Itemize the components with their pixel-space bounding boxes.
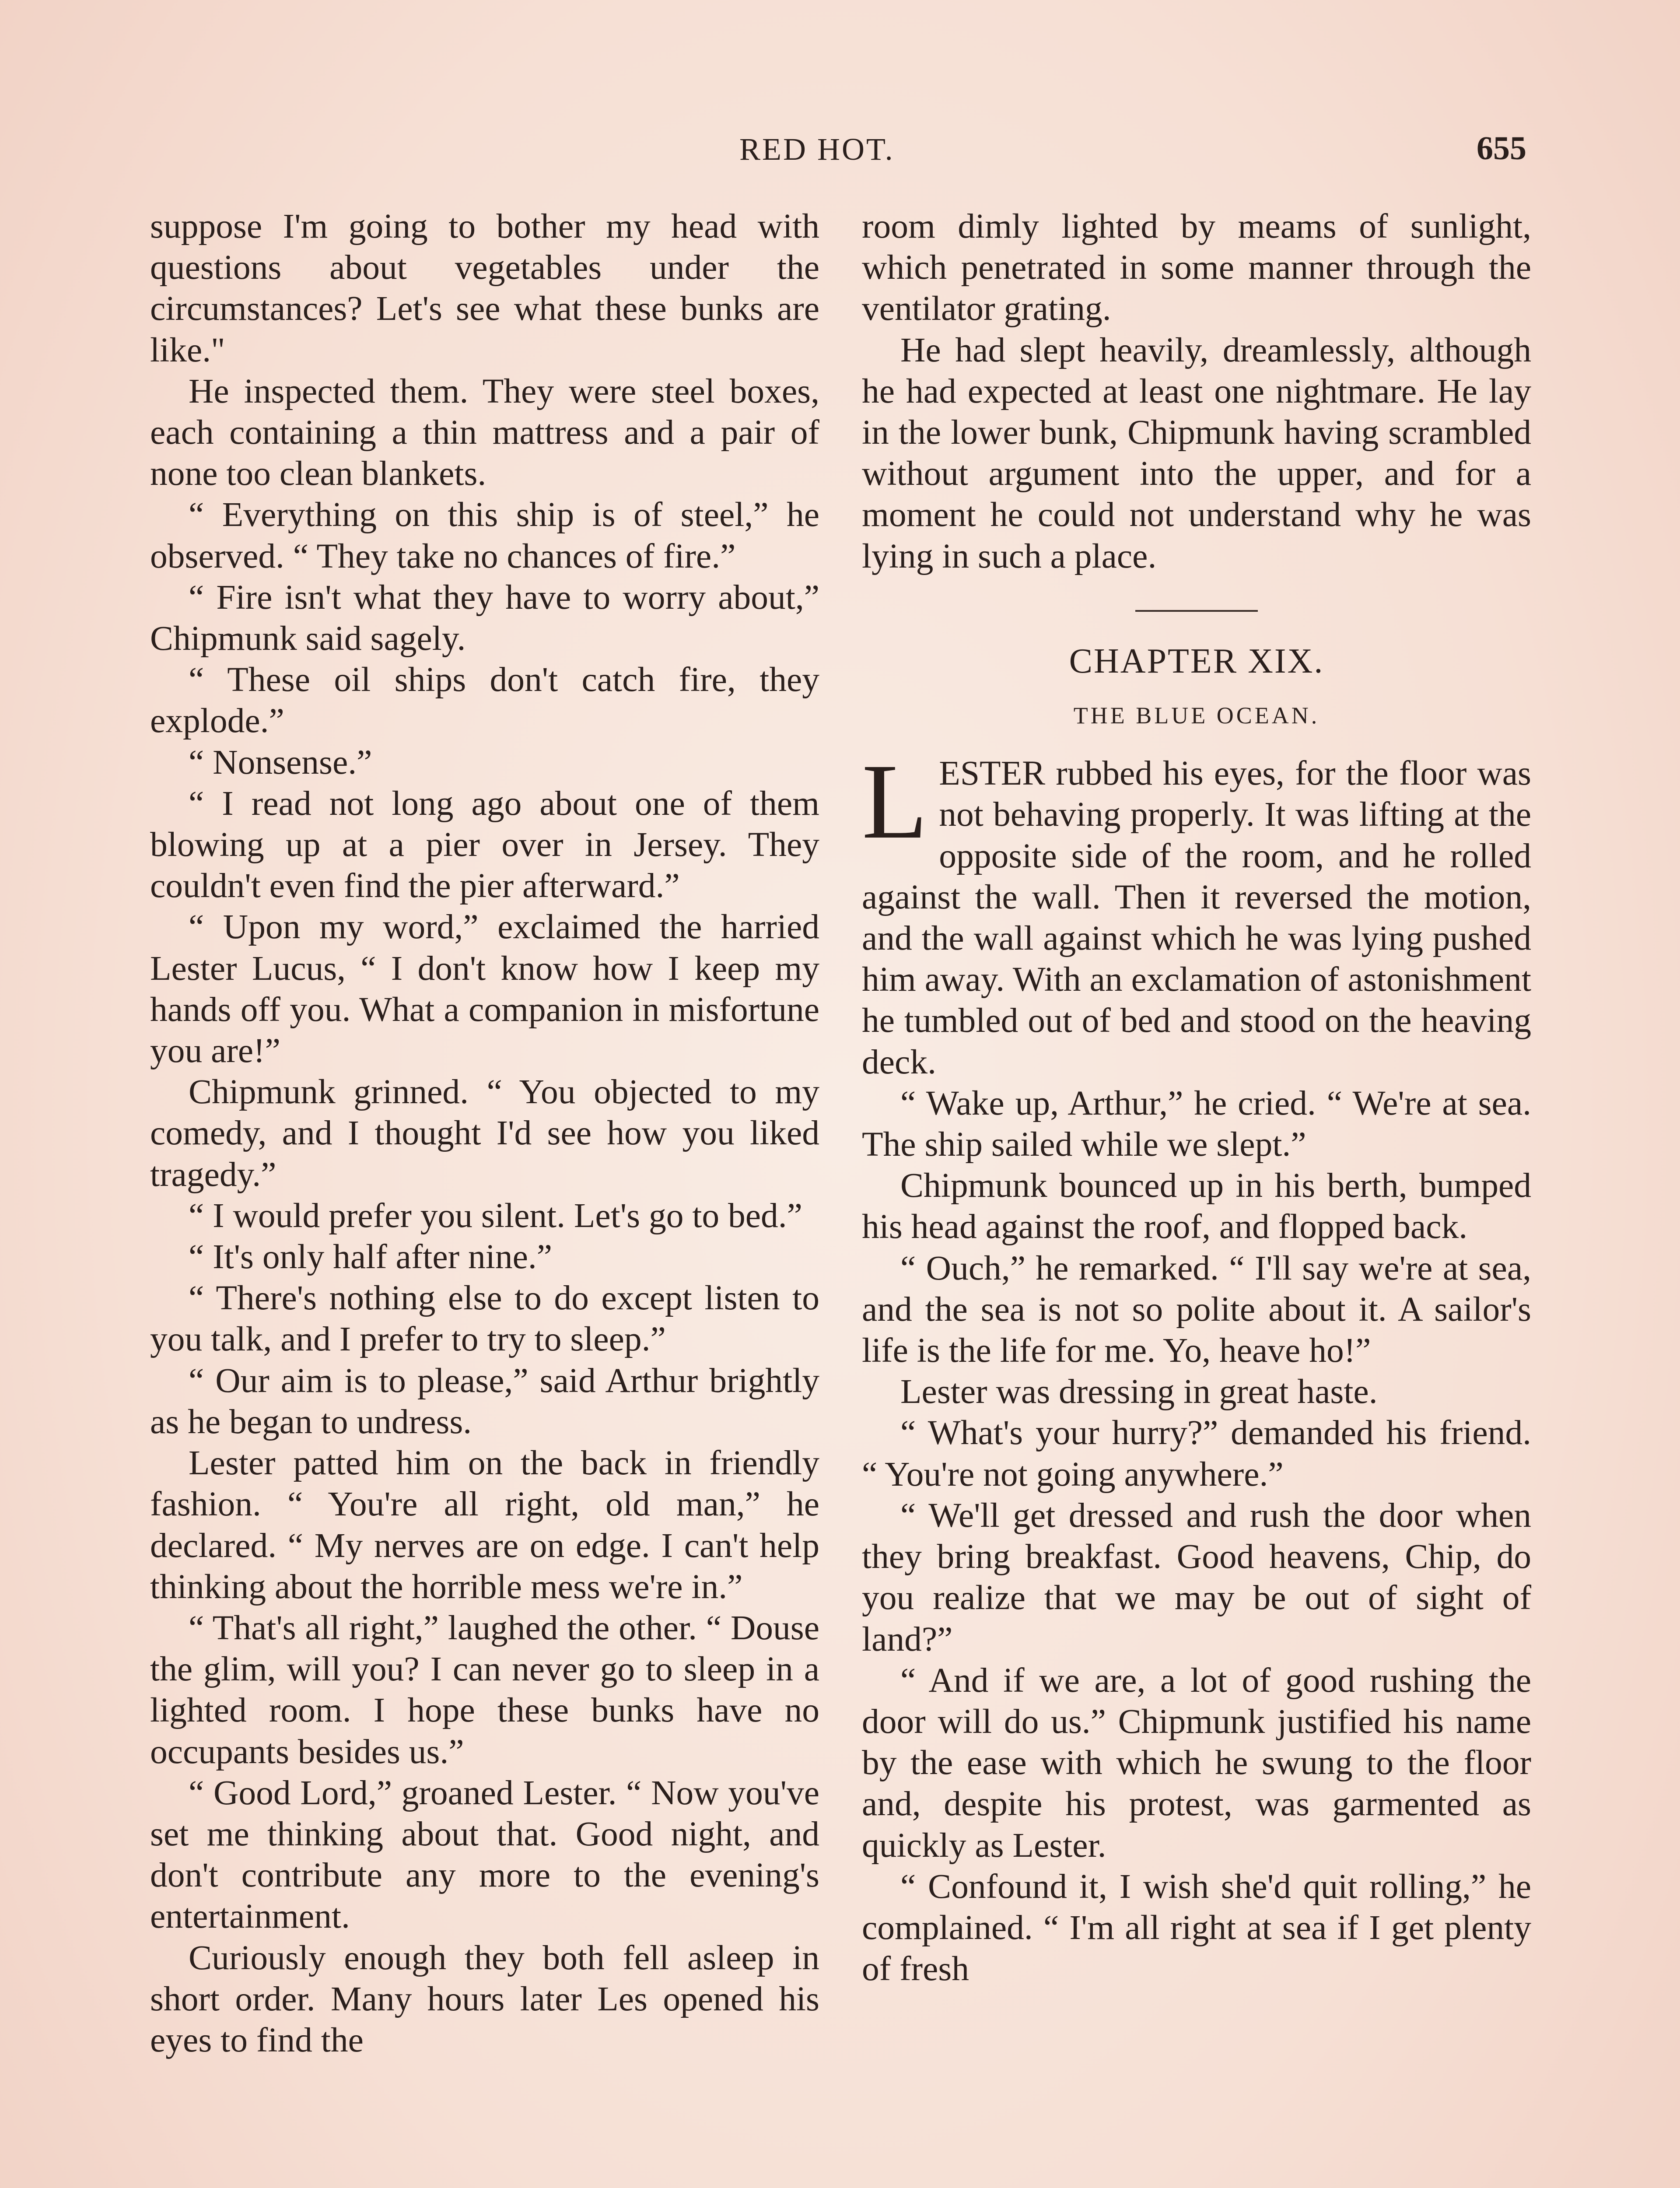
paragraph: “ And if we are, a lot of good rushing the door will do us.” Chipmunk justified his name by the ease with which he swung to the floor and, despite his protest, was garmented as quickly as Lester. <box>862 1661 1531 1865</box>
paragraph: “ That's all right,” laughed the other. “ Douse the glim, will you? I can never go to sleep in a lighted room. I hope these bunks have no occupants besides us.” <box>150 1608 819 1771</box>
paragraph: Chipmunk grinned. “ You objected to my comedy, and I thought I'd see how you liked tragedy.” <box>150 1073 819 1194</box>
paragraph: room dimly lighted by meams of sunlight, which penetrated in some manner through the ventilator grating. <box>862 207 1531 328</box>
paragraph: “ Nonsense.” <box>189 743 372 782</box>
paragraph: “ Everything on this ship is of steel,” he observed. “ They take no chances of fire.” <box>150 495 819 575</box>
paragraph: He had slept heavily, dreamlessly, although he had expected at least one nightmare. He lay in the lower bunk, Chipmunk having scrambled without argument into the upper, and for a moment he could not understand why he was lying in such a place. <box>862 330 1531 575</box>
paragraph: “ There's nothing else to do except listen to you talk, and I prefer to try to sleep.” <box>150 1279 819 1359</box>
right-column <box>862 206 1531 1989</box>
paragraph: “ Fire isn't what they have to worry about,” Chipmunk said sagely. <box>150 578 819 658</box>
chapter-subtitle: THE BLUE OCEAN. <box>1073 702 1320 729</box>
right-column-paragraphs <box>862 1083 1531 1989</box>
right-column-continuation <box>862 206 1531 577</box>
paragraph: “ Our aim is to please,” said Arthur brightly as he began to undress. <box>150 1361 819 1441</box>
paragraph: “ I would prefer you silent. Let's go to bed.” <box>189 1196 802 1235</box>
paragraph: “ We'll get dressed and rush the door when they bring breakfast. Good heavens, Chip, do you realize that we may be out of sight of land?” <box>862 1496 1531 1659</box>
paragraph: “ Wake up, Arthur,” he cried. “ We're at sea. The ship sailed while we slept.” <box>862 1083 1531 1164</box>
chapter-opening-paragraph <box>862 742 1531 1083</box>
paragraph: Curiously enough they both fell asleep in short order. Many hours later Les opened his eyes to find the <box>150 1938 819 2059</box>
paragraph: “ It's only half after nine.” <box>189 1238 553 1276</box>
chapter-opening-text: ESTER rubbed his eyes, for the floor was not behaving properly. It was lifting at the opposite side of the room, and he rolled against the wall. Then it reversed the motion, and the wall against which he was lying pushed him away. With an exclamation of astonishment he tumbled out of bed and stood on the heaving deck. <box>862 754 1531 1081</box>
paragraph: “ These oil ships don't catch fire, they explode.” <box>150 660 819 740</box>
chapter-title: CHAPTER XIX. <box>1069 642 1324 680</box>
paragraph: He inspected them. They were steel boxes, each containing a thin mattress and a pair of none too clean blankets. <box>150 372 819 493</box>
running-title: RED HOT. <box>739 132 895 167</box>
left-column <box>150 206 819 2061</box>
section-divider <box>1135 610 1258 612</box>
paragraph: Chipmunk bounced up in his berth, bumped his head against the roof, and flopped back. <box>862 1166 1531 1246</box>
paragraph: “ Upon my word,” exclaimed the harried Lester Lucus, “ I don't know how I keep my hands off you. What a companion in misfortune you are!” <box>150 908 819 1070</box>
drop-cap: L <box>862 742 928 862</box>
paragraph: “ Good Lord,” groaned Lester. “ Now you've set me thinking about that. Good night, and don't contribute any more to the evening's entertainment. <box>150 1773 819 1936</box>
paragraph: “ Confound it, I wish she'd quit rolling,” he complained. “ I'm all right at sea if I get plenty of fresh <box>862 1867 1531 1988</box>
paragraph: “ I read not long ago about one of them blowing up at a pier over in Jersey. They couldn't even find the pier afterward.” <box>150 784 819 905</box>
page-number: 655 <box>1477 130 1526 167</box>
paragraph: “ What's your hurry?” demanded his friend. “ You're not going anywhere.” <box>862 1413 1531 1494</box>
paragraph: suppose I'm going to bother my head with questions about vegetables under the circumstances? Let's see what these bunks are like." <box>150 207 819 369</box>
paragraph: “ Ouch,” he remarked. “ I'll say we're at sea, and the sea is not so polite about it. A sailor's life is the life for me. Yo, heave ho!” <box>862 1248 1531 1370</box>
paragraph: Lester patted him on the back in friendly fashion. “ You're all right, old man,” he declared. “ My nerves are on edge. I can't help thinking about the horrible mess we're in.” <box>150 1444 819 1606</box>
paragraph: Lester was dressing in great haste. <box>900 1372 1378 1411</box>
